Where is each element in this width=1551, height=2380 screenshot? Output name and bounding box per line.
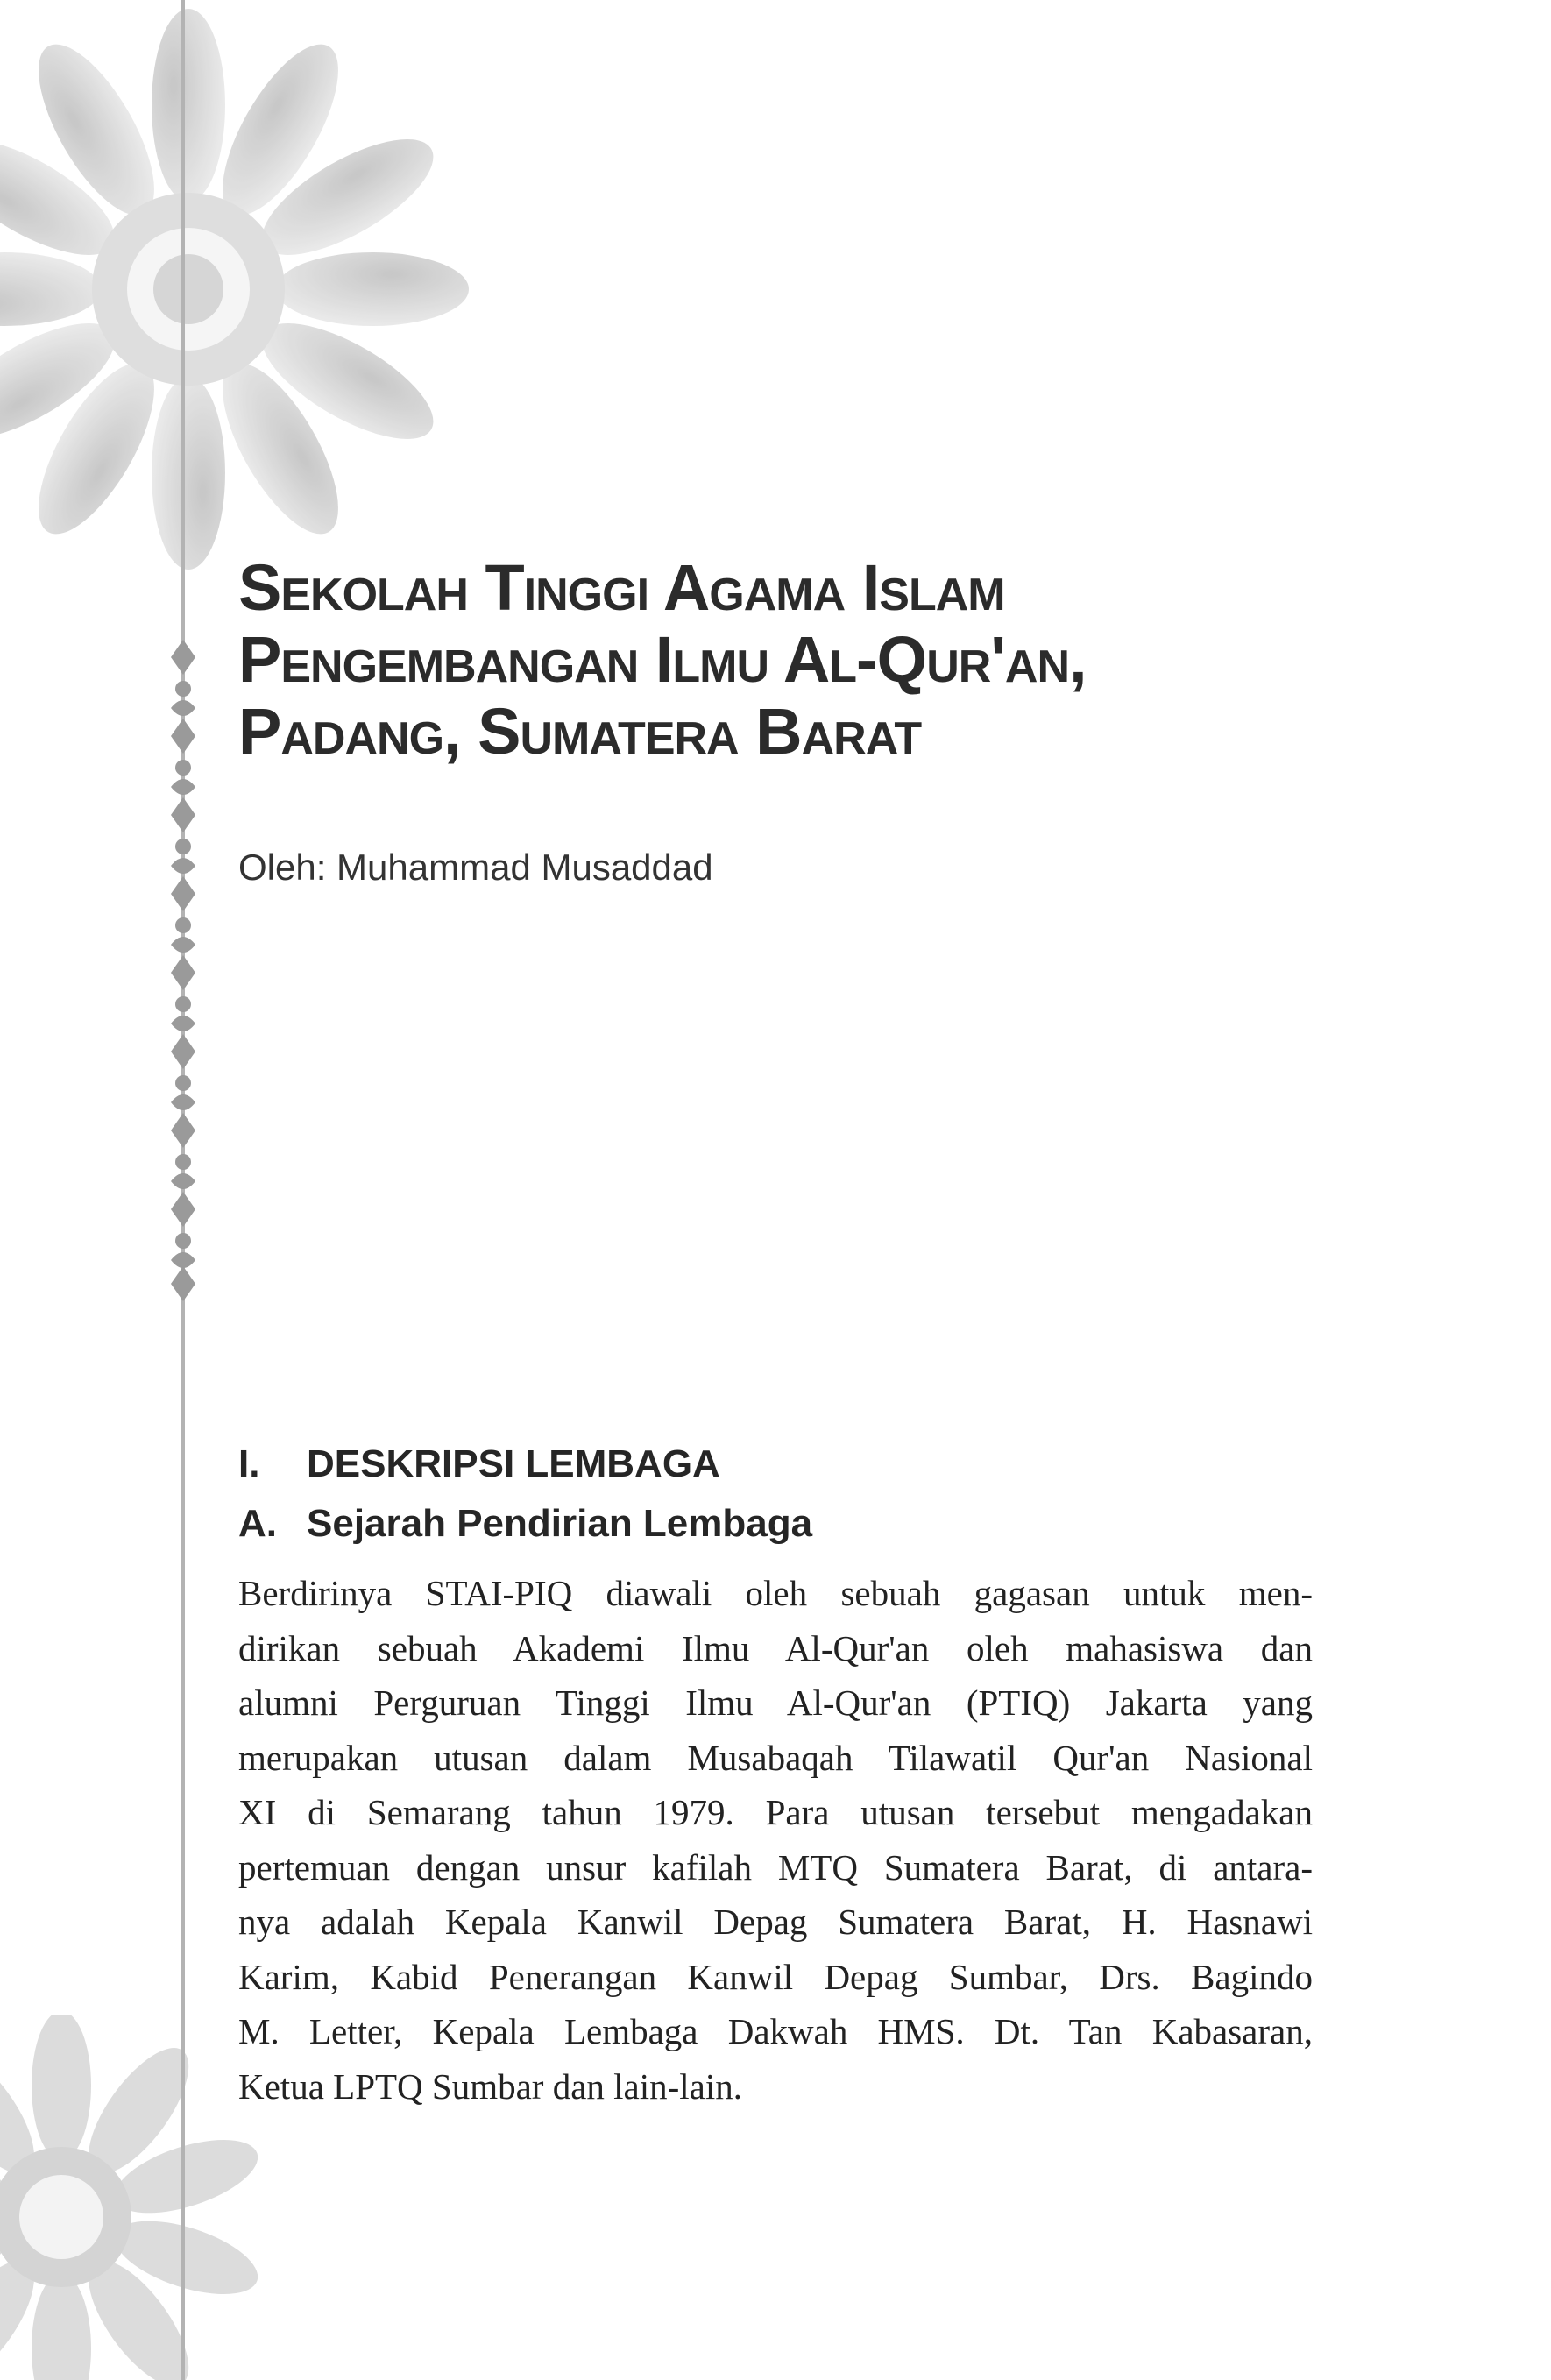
paragraph-line: nya adalah Kepala Kanwil Depag Sumatera Barat, H. Hasnawi (238, 1902, 1313, 1942)
chapter-title (238, 552, 1377, 768)
paragraph-line: pertemuan dengan unsur kafilah MTQ Sumatera Barat, di antara- (238, 1846, 1313, 1888)
paragraph-line: dirikan sebuah Akademi Ilmu Al-Qur'an oleh mahasiswa dan (238, 1627, 1313, 1668)
paragraph-line: Berdirinya STAI-PIQ diawali oleh sebuah gagasan untuk men- (238, 1573, 1313, 1613)
chapter-title-line-3: Padang, Sumatera Barat (238, 695, 922, 768)
paragraph-line: Ketua LPTQ Sumbar dan lain-lain. (238, 2065, 743, 2107)
paragraph-line: XI di Semarang tahun 1979. Para utusan tersebut mengadakan (238, 1792, 1313, 1832)
chapter-title-line-1: Sekolah Tinggi Agama Islam (238, 551, 1005, 624)
subsection-letter: A. (238, 1502, 277, 1545)
paragraph-line: alumni Perguruan Tinggi Ilmu Al-Qur'an (PTIQ) Jakarta yang (238, 1682, 1313, 1723)
subsection-title: Sejarah Pendirian Lembaga (307, 1502, 813, 1545)
section-number: I. (238, 1442, 260, 1485)
chapter-title-line-2: Pengembangan Ilmu Al-Qur'an, (238, 623, 1087, 696)
paragraph-line: merupakan utusan dalam Musabaqah Tilawatil Qur'an Nasional (238, 1737, 1313, 1778)
section-heading (238, 1442, 720, 1486)
paragraph-line: M. Letter, Kepala Lembaga Dakwah HMS. Dt. Tan Kabasaran, (238, 2011, 1313, 2051)
author-byline: Oleh: Muhammad Musaddad (238, 846, 713, 888)
section-title: DESKRIPSI LEMBAGA (307, 1442, 720, 1485)
subsection-heading (238, 1502, 812, 1546)
bead-chain-ornament-icon (154, 640, 212, 1306)
paragraph-line: Karim, Kabid Penerangan Kanwil Depag Sumbar, Drs. Bagindo (238, 1956, 1313, 1997)
floral-ornament-top-icon (0, 0, 491, 578)
body-paragraph (238, 1566, 1313, 2114)
